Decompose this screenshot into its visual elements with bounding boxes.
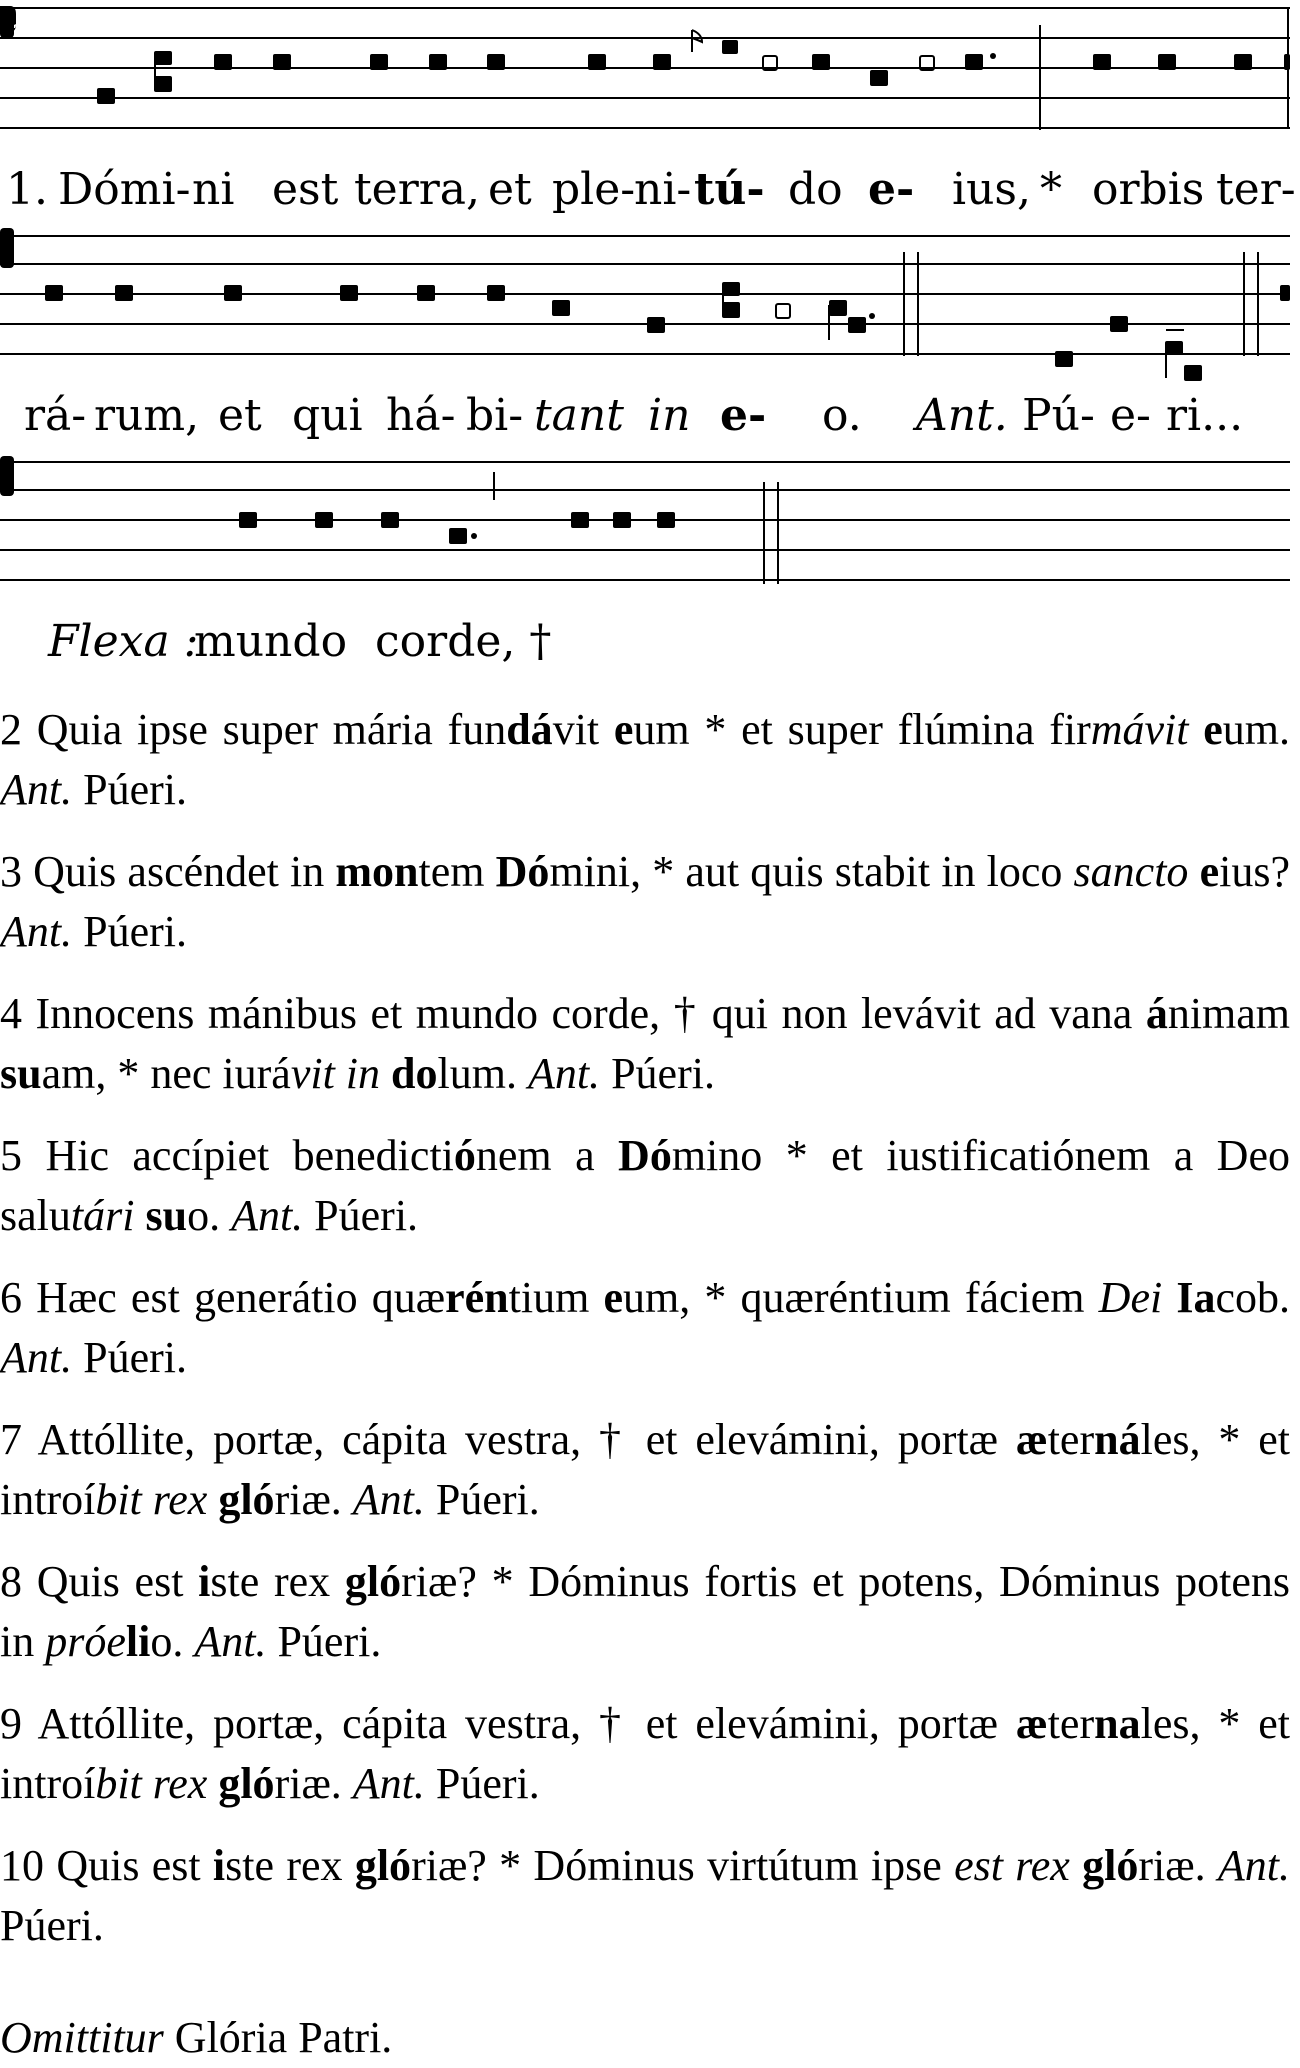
verse-text-run bbox=[207, 1759, 218, 1808]
verse-text-run: nimam bbox=[1167, 989, 1291, 1038]
verse-text-run: i bbox=[212, 1841, 226, 1890]
verse-text-run bbox=[207, 1475, 218, 1524]
verse-10 bbox=[0, 1836, 1290, 1956]
verse-text-run: gló bbox=[218, 1475, 275, 1524]
verse-text-run: Ant. bbox=[231, 1191, 304, 1240]
verse-text-run: tium bbox=[508, 1273, 604, 1322]
verse-text-run: Ant. bbox=[527, 1049, 601, 1098]
syllable: ni- bbox=[634, 164, 692, 215]
verse-text-run: lum. bbox=[437, 1049, 528, 1098]
verse-number: 5 bbox=[0, 1131, 22, 1180]
verse-text-run: i bbox=[198, 1557, 211, 1606]
syllable: o. bbox=[822, 390, 862, 441]
verse-text-run: ter bbox=[1047, 1415, 1095, 1464]
verse-text-run: ste rex bbox=[225, 1841, 355, 1890]
verse-3 bbox=[0, 842, 1290, 962]
verse-text-run: ste rex bbox=[210, 1557, 345, 1606]
syllable: est bbox=[272, 164, 339, 215]
verse-text-run: ter bbox=[1047, 1699, 1095, 1748]
closing-line bbox=[0, 2008, 1290, 2068]
verse-text-run: mávit bbox=[1090, 705, 1189, 754]
verse-number: 6 bbox=[0, 1273, 22, 1322]
do-clef-icon bbox=[0, 6, 14, 38]
verse-7 bbox=[0, 1410, 1290, 1530]
verse-text-run: á bbox=[1145, 989, 1168, 1038]
syllable: Ant. bbox=[916, 390, 1008, 441]
psalm-verses bbox=[0, 700, 1290, 1978]
verse-text-run: Ant. bbox=[352, 1759, 425, 1808]
verse-text-run: nem a bbox=[475, 1131, 619, 1180]
verse-text-run: mino * et iustificatiónem a Deo salu bbox=[0, 1131, 1290, 1240]
do-clef-icon bbox=[0, 456, 14, 496]
verse-text-run: vit in bbox=[290, 1049, 381, 1098]
verse-text-run: próe bbox=[45, 1617, 126, 1666]
verse-text-run: Quis ascéndet in bbox=[33, 847, 336, 896]
syllable: terra, bbox=[354, 164, 481, 215]
neumes-staff-2 bbox=[45, 282, 1290, 381]
verse-4 bbox=[0, 984, 1290, 1104]
verse-text-run: e bbox=[1199, 847, 1220, 896]
verse-text-run: les, * et introí bbox=[0, 1415, 1291, 1524]
verse-text-run: Quia ipse super mária fun bbox=[36, 705, 507, 754]
verse-text-run bbox=[134, 1191, 145, 1240]
verse-text-run: Dó bbox=[618, 1131, 672, 1180]
verse-text-run: o. bbox=[187, 1191, 232, 1240]
verse-text-run: mini, * aut quis stabit in loco bbox=[549, 847, 1074, 896]
verse-text-run: æ bbox=[1015, 1699, 1048, 1748]
verse-text-run: Púeri. bbox=[424, 1759, 540, 1808]
verse-text-run: Hæc est generátio quæ bbox=[36, 1273, 446, 1322]
verse-text-run: o. bbox=[150, 1617, 195, 1666]
syllable: orbis bbox=[1092, 164, 1205, 215]
verse-text-run: Púeri. bbox=[72, 1333, 187, 1382]
verse-text-run: ná bbox=[1094, 1415, 1141, 1464]
verse-text-run: Ant. bbox=[0, 907, 73, 956]
verse-text-run: do bbox=[391, 1049, 438, 1098]
syllable: ter- bbox=[1216, 164, 1296, 215]
verse-text-run: Ant. bbox=[352, 1475, 425, 1524]
verse-text-run: æ bbox=[1015, 1415, 1048, 1464]
verse-text-run: am, * nec iurá bbox=[41, 1049, 291, 1098]
flexa-text: mundo corde, † bbox=[194, 616, 552, 667]
neumes-staff-3 bbox=[239, 512, 675, 544]
syllable: do bbox=[788, 164, 843, 215]
verse-9 bbox=[0, 1694, 1290, 1814]
verse-text-run: mon bbox=[335, 847, 419, 896]
verse-text-run: riæ? * Dóminus fortis et potens, Dóminus potens in bbox=[0, 1557, 1290, 1666]
verse-number: 3 bbox=[0, 847, 22, 896]
verse-text-run: gló bbox=[1082, 1841, 1139, 1890]
closing-italic: Omittitur bbox=[0, 2013, 164, 2062]
verse-text-run: Hic accípiet benedicti bbox=[45, 1131, 454, 1180]
verse-text-run: tári bbox=[70, 1191, 135, 1240]
verse-text-run: Attóllite, portæ, cápita vestra, † et elevámini, portæ bbox=[37, 1699, 1016, 1748]
verse-text-run: li bbox=[125, 1617, 151, 1666]
flexa-label: Flexa : bbox=[48, 616, 199, 667]
verse-number: 8 bbox=[0, 1557, 22, 1606]
syllable: Dómi- bbox=[58, 164, 191, 215]
syllable: rá- bbox=[24, 390, 87, 441]
verse-text-run: gló bbox=[344, 1557, 402, 1606]
verse-text-run: Dei bbox=[1098, 1273, 1163, 1322]
verse-text-run: um * et super flúmina fir bbox=[633, 705, 1091, 754]
verse-number: 2 bbox=[0, 705, 22, 754]
verse-text-run: les, * et introí bbox=[0, 1699, 1291, 1808]
verse-text-run: riæ. bbox=[1138, 1841, 1218, 1890]
verse-text-run bbox=[1070, 1841, 1082, 1890]
do-clef-icon bbox=[0, 228, 14, 268]
verse-text-run: Attóllite, portæ, cápita vestra, † et elevámini, portæ bbox=[37, 1415, 1016, 1464]
syllable: qui bbox=[292, 390, 363, 441]
syllable: e- bbox=[868, 164, 915, 215]
verse-number: 10 bbox=[0, 1841, 44, 1890]
verse-number: 9 bbox=[0, 1699, 22, 1748]
verse-text-run: dá bbox=[506, 705, 553, 754]
verse-text-run: ó bbox=[453, 1131, 476, 1180]
verse-text-run: um, * quæréntium fáciem bbox=[623, 1273, 1099, 1322]
verse-text-run: Púeri. bbox=[424, 1475, 540, 1524]
verse-text-run: e bbox=[1203, 705, 1223, 754]
verse-text-run: Púeri. bbox=[72, 765, 187, 814]
verse-text-run: Dó bbox=[495, 847, 550, 896]
syllable: ni bbox=[192, 164, 235, 215]
verse-text-run: rén bbox=[445, 1273, 509, 1322]
verse-text-run: Ant. bbox=[194, 1617, 267, 1666]
syllable: 1. bbox=[6, 164, 48, 215]
verse-text-run: tem bbox=[418, 847, 496, 896]
flexa-line bbox=[47, 616, 551, 667]
syllable: bi- bbox=[466, 390, 524, 441]
verse-text-run: Quis est bbox=[56, 1841, 213, 1890]
verse-text-run: Púeri. bbox=[303, 1191, 419, 1240]
verse-text-run: Ant. bbox=[0, 765, 73, 814]
syllable: * bbox=[1040, 164, 1062, 215]
syllable: tú- bbox=[694, 164, 765, 215]
syllable: ri... bbox=[1166, 390, 1244, 441]
verse-text-run: sancto bbox=[1073, 847, 1189, 896]
verse-text-run: um. bbox=[1222, 705, 1291, 754]
verse-text-run: vit bbox=[552, 705, 614, 754]
staff-2 bbox=[0, 236, 1290, 356]
verse-text-run: Ant. bbox=[1217, 1841, 1291, 1890]
syllable: rum, bbox=[94, 390, 200, 441]
verse-text-run: Púeri. bbox=[266, 1617, 382, 1666]
verse-text-run: riæ? * Dóminus virtútum ipse bbox=[411, 1841, 955, 1890]
verse-text-run: bit rex bbox=[95, 1759, 208, 1808]
verse-number: 4 bbox=[0, 989, 22, 1038]
syllable: e- bbox=[1110, 390, 1151, 441]
verse-text-run: e bbox=[613, 705, 634, 754]
syllable: tant bbox=[534, 390, 624, 441]
syllable: e- bbox=[720, 390, 767, 441]
syllable: in bbox=[648, 390, 691, 441]
syllable: et bbox=[218, 390, 262, 441]
syllable: ius, bbox=[952, 164, 1031, 215]
verse-text-run: su bbox=[0, 1049, 42, 1098]
lyrics-line-1 bbox=[6, 164, 1296, 215]
verse-text-run: Quis est bbox=[36, 1557, 199, 1606]
verse-text-run bbox=[380, 1049, 391, 1098]
verse-text-run bbox=[1162, 1273, 1176, 1322]
verse-text-run: riæ. bbox=[274, 1759, 353, 1808]
syllable: há- bbox=[386, 390, 456, 441]
verse-text-run: bit rex bbox=[95, 1475, 208, 1524]
closing-text: Glória Patri. bbox=[163, 2013, 393, 2062]
syllable: ple- bbox=[552, 164, 636, 215]
verse-text-run: na bbox=[1094, 1699, 1141, 1748]
verse-text-run: e bbox=[603, 1273, 623, 1322]
verse-text-run: Púeri. bbox=[0, 1901, 104, 1950]
verse-text-run: Innocens mánibus et mundo corde, † qui non levávit ad vana bbox=[35, 989, 1146, 1038]
verse-text-run bbox=[1189, 705, 1204, 754]
verse-5 bbox=[0, 1126, 1290, 1246]
verse-text-run: su bbox=[145, 1191, 188, 1240]
syllable: Pú- bbox=[1022, 390, 1095, 441]
staff-3 bbox=[0, 462, 1290, 584]
verse-6 bbox=[0, 1268, 1290, 1388]
verse-number: 7 bbox=[0, 1415, 22, 1464]
verse-text-run: Ant. bbox=[0, 1333, 73, 1382]
verse-text-run: gló bbox=[218, 1759, 275, 1808]
verse-text-run: Púeri. bbox=[600, 1049, 715, 1098]
verse-text-run: ius? bbox=[1219, 847, 1291, 896]
syllable: et bbox=[488, 164, 532, 215]
verse-text-run: riæ. bbox=[274, 1475, 353, 1524]
verse-text-run: Púeri. bbox=[72, 907, 187, 956]
verse-2 bbox=[0, 700, 1290, 820]
verse-8 bbox=[0, 1552, 1290, 1672]
verse-text-run: gló bbox=[354, 1841, 412, 1890]
verse-text-run: Ia bbox=[1176, 1273, 1216, 1322]
verse-text-run bbox=[1188, 847, 1199, 896]
lyrics-line-2 bbox=[24, 390, 1243, 441]
chant-notation bbox=[0, 0, 1300, 700]
verse-text-run: est rex bbox=[954, 1841, 1070, 1890]
verse-text-run: cob. bbox=[1215, 1273, 1290, 1322]
